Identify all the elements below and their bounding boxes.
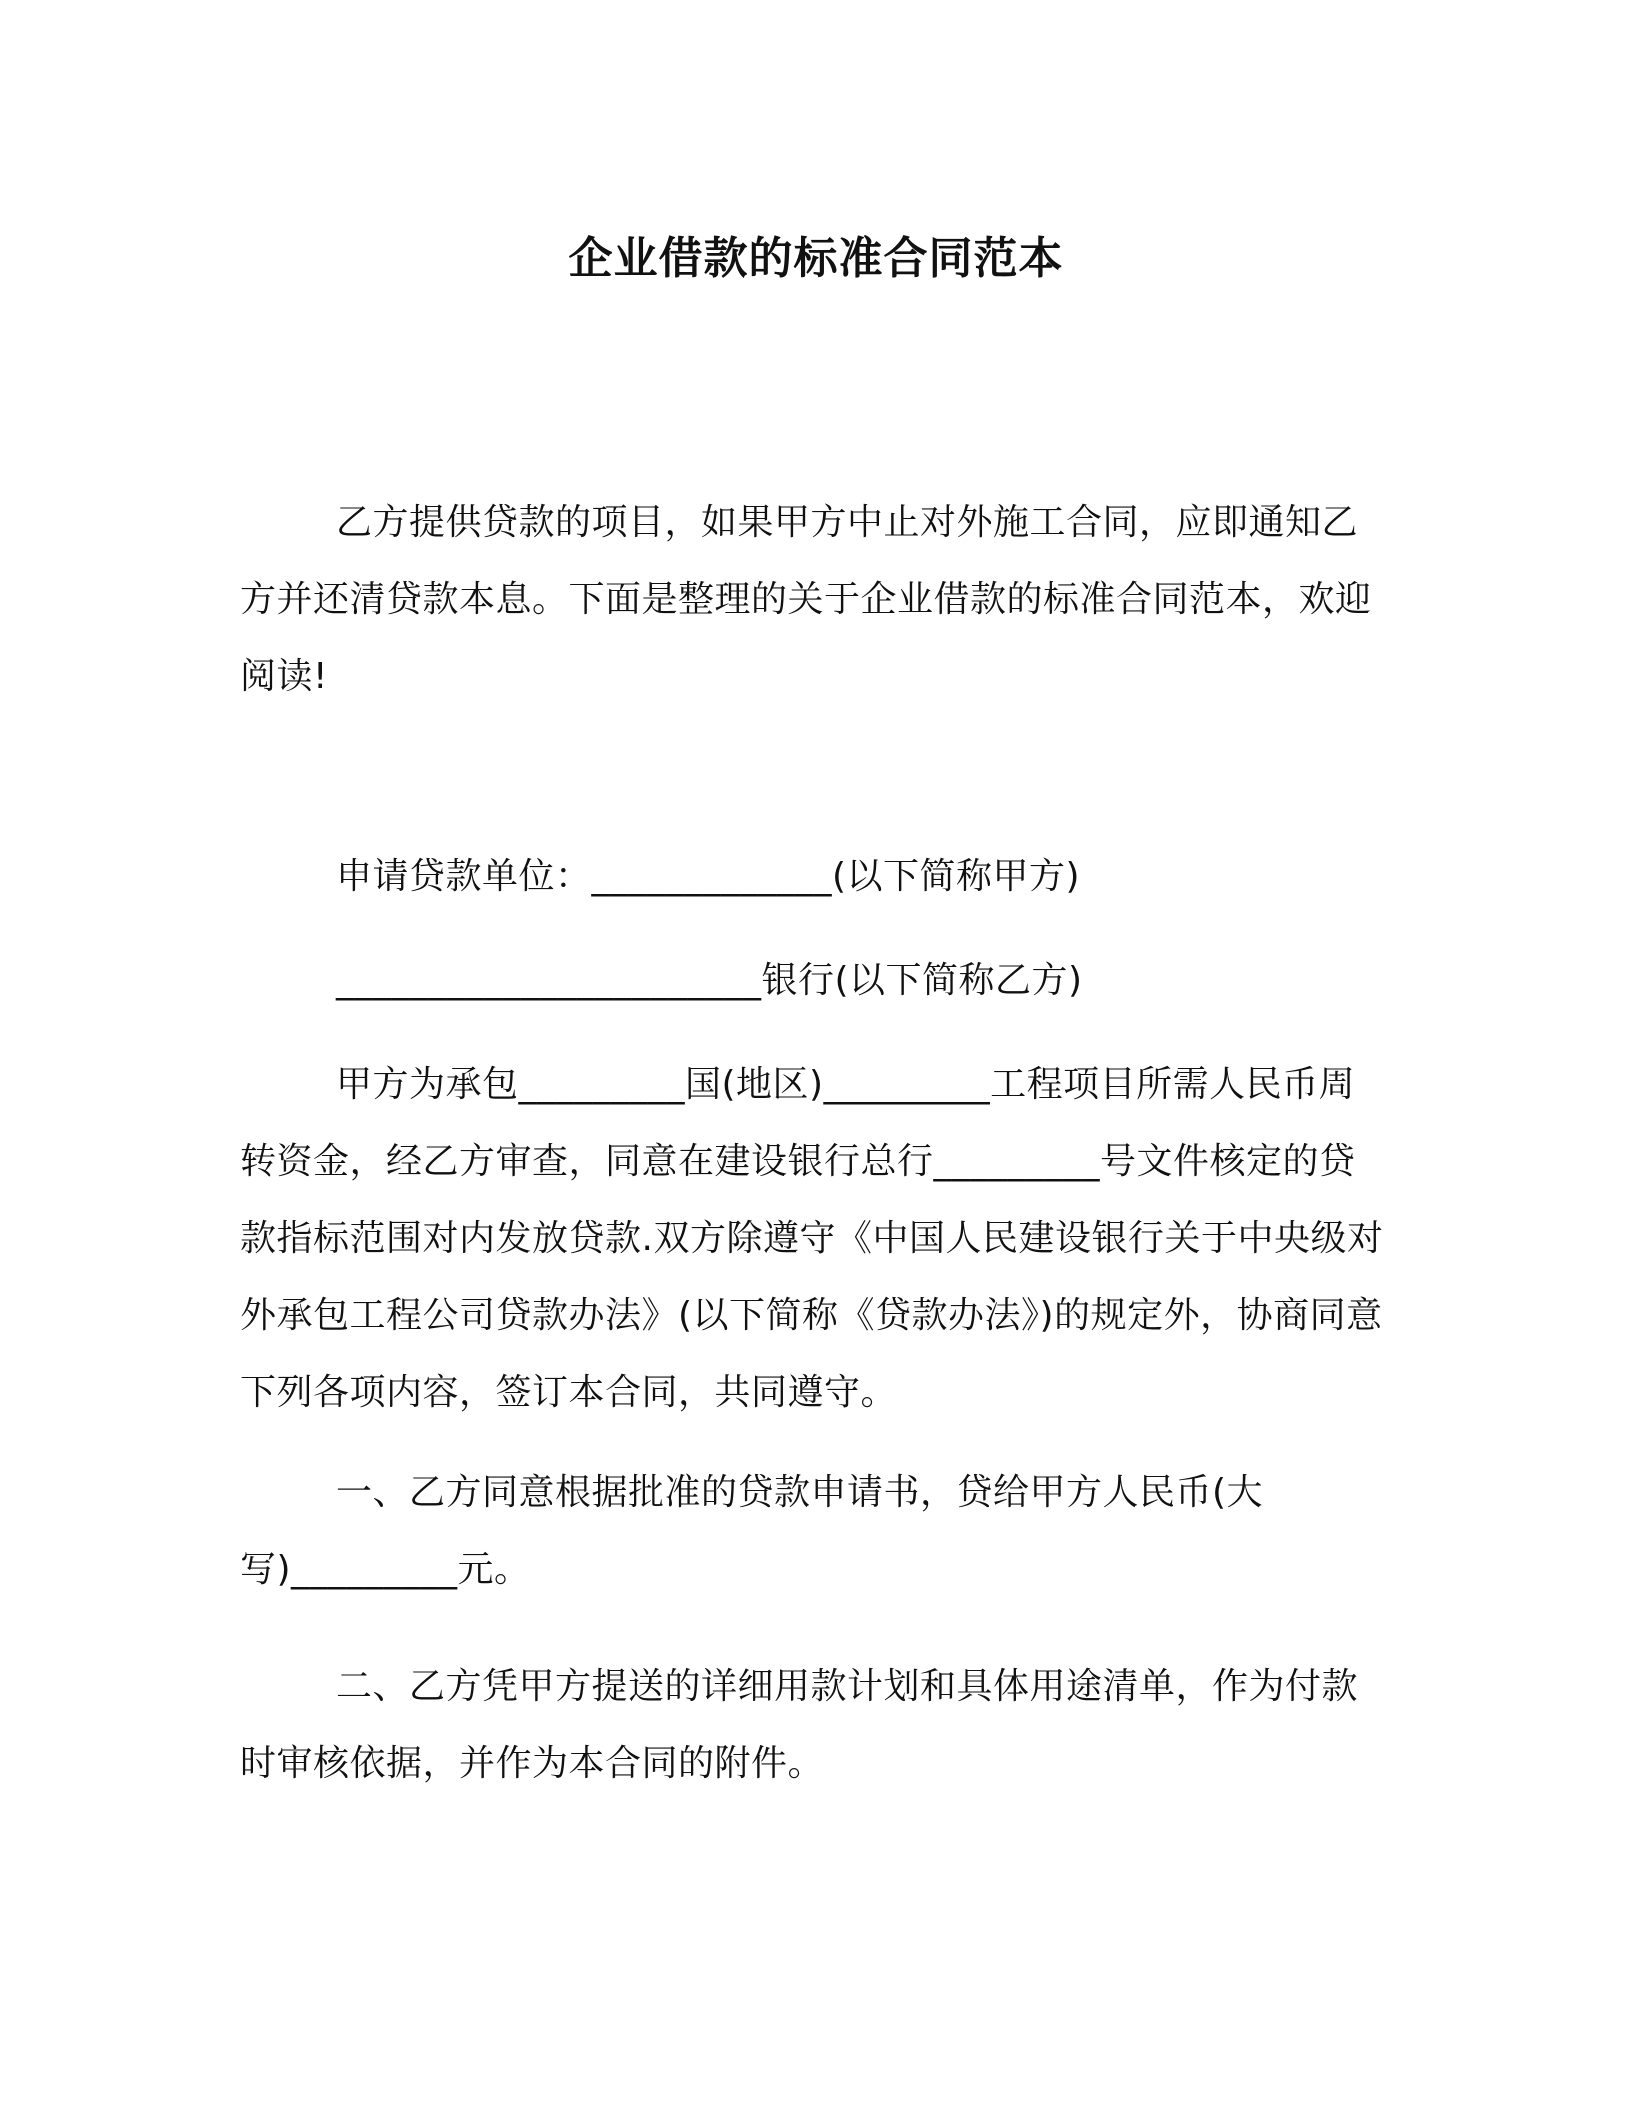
body-paragraph: 甲方为承包_________国(地区)_________工程项目所需人民币周转资金，经乙方审查，同意在建设银行总行_________号文件核定的贷款指标范围对内发放贷款.双方除遵守《中国人民建设银行关于中央级对外承包工程公司贷款办法》(以下简称《贷款办法》)的规定外，协商同意下列各项内容，签订本合同，共同遵守。 bbox=[240, 1064, 1384, 1413]
clause-one: 一、乙方同意根据批准的贷款申请书，贷给甲方人民币(大写)_________元。 bbox=[240, 1472, 1264, 1590]
document-title: 企业借款的标准合同范本 bbox=[568, 233, 1064, 284]
bank-line: _______________________银行(以下简称乙方) bbox=[336, 960, 1083, 1001]
clause-two: 二、乙方凭甲方提送的详细用款计划和具体用途清单，作为付款时审核依据，并作为本合同的附件。 bbox=[240, 1666, 1359, 1784]
intro-paragraph: 乙方提供贷款的项目，如果甲方中止对外施工合同，应即通知乙方并还清贷款本息。下面是整理的关于企业借款的标准合同范本，欢迎阅读! bbox=[240, 502, 1372, 697]
applicant-line: 申请贷款单位：_____________(以下简称甲方) bbox=[336, 856, 1081, 897]
